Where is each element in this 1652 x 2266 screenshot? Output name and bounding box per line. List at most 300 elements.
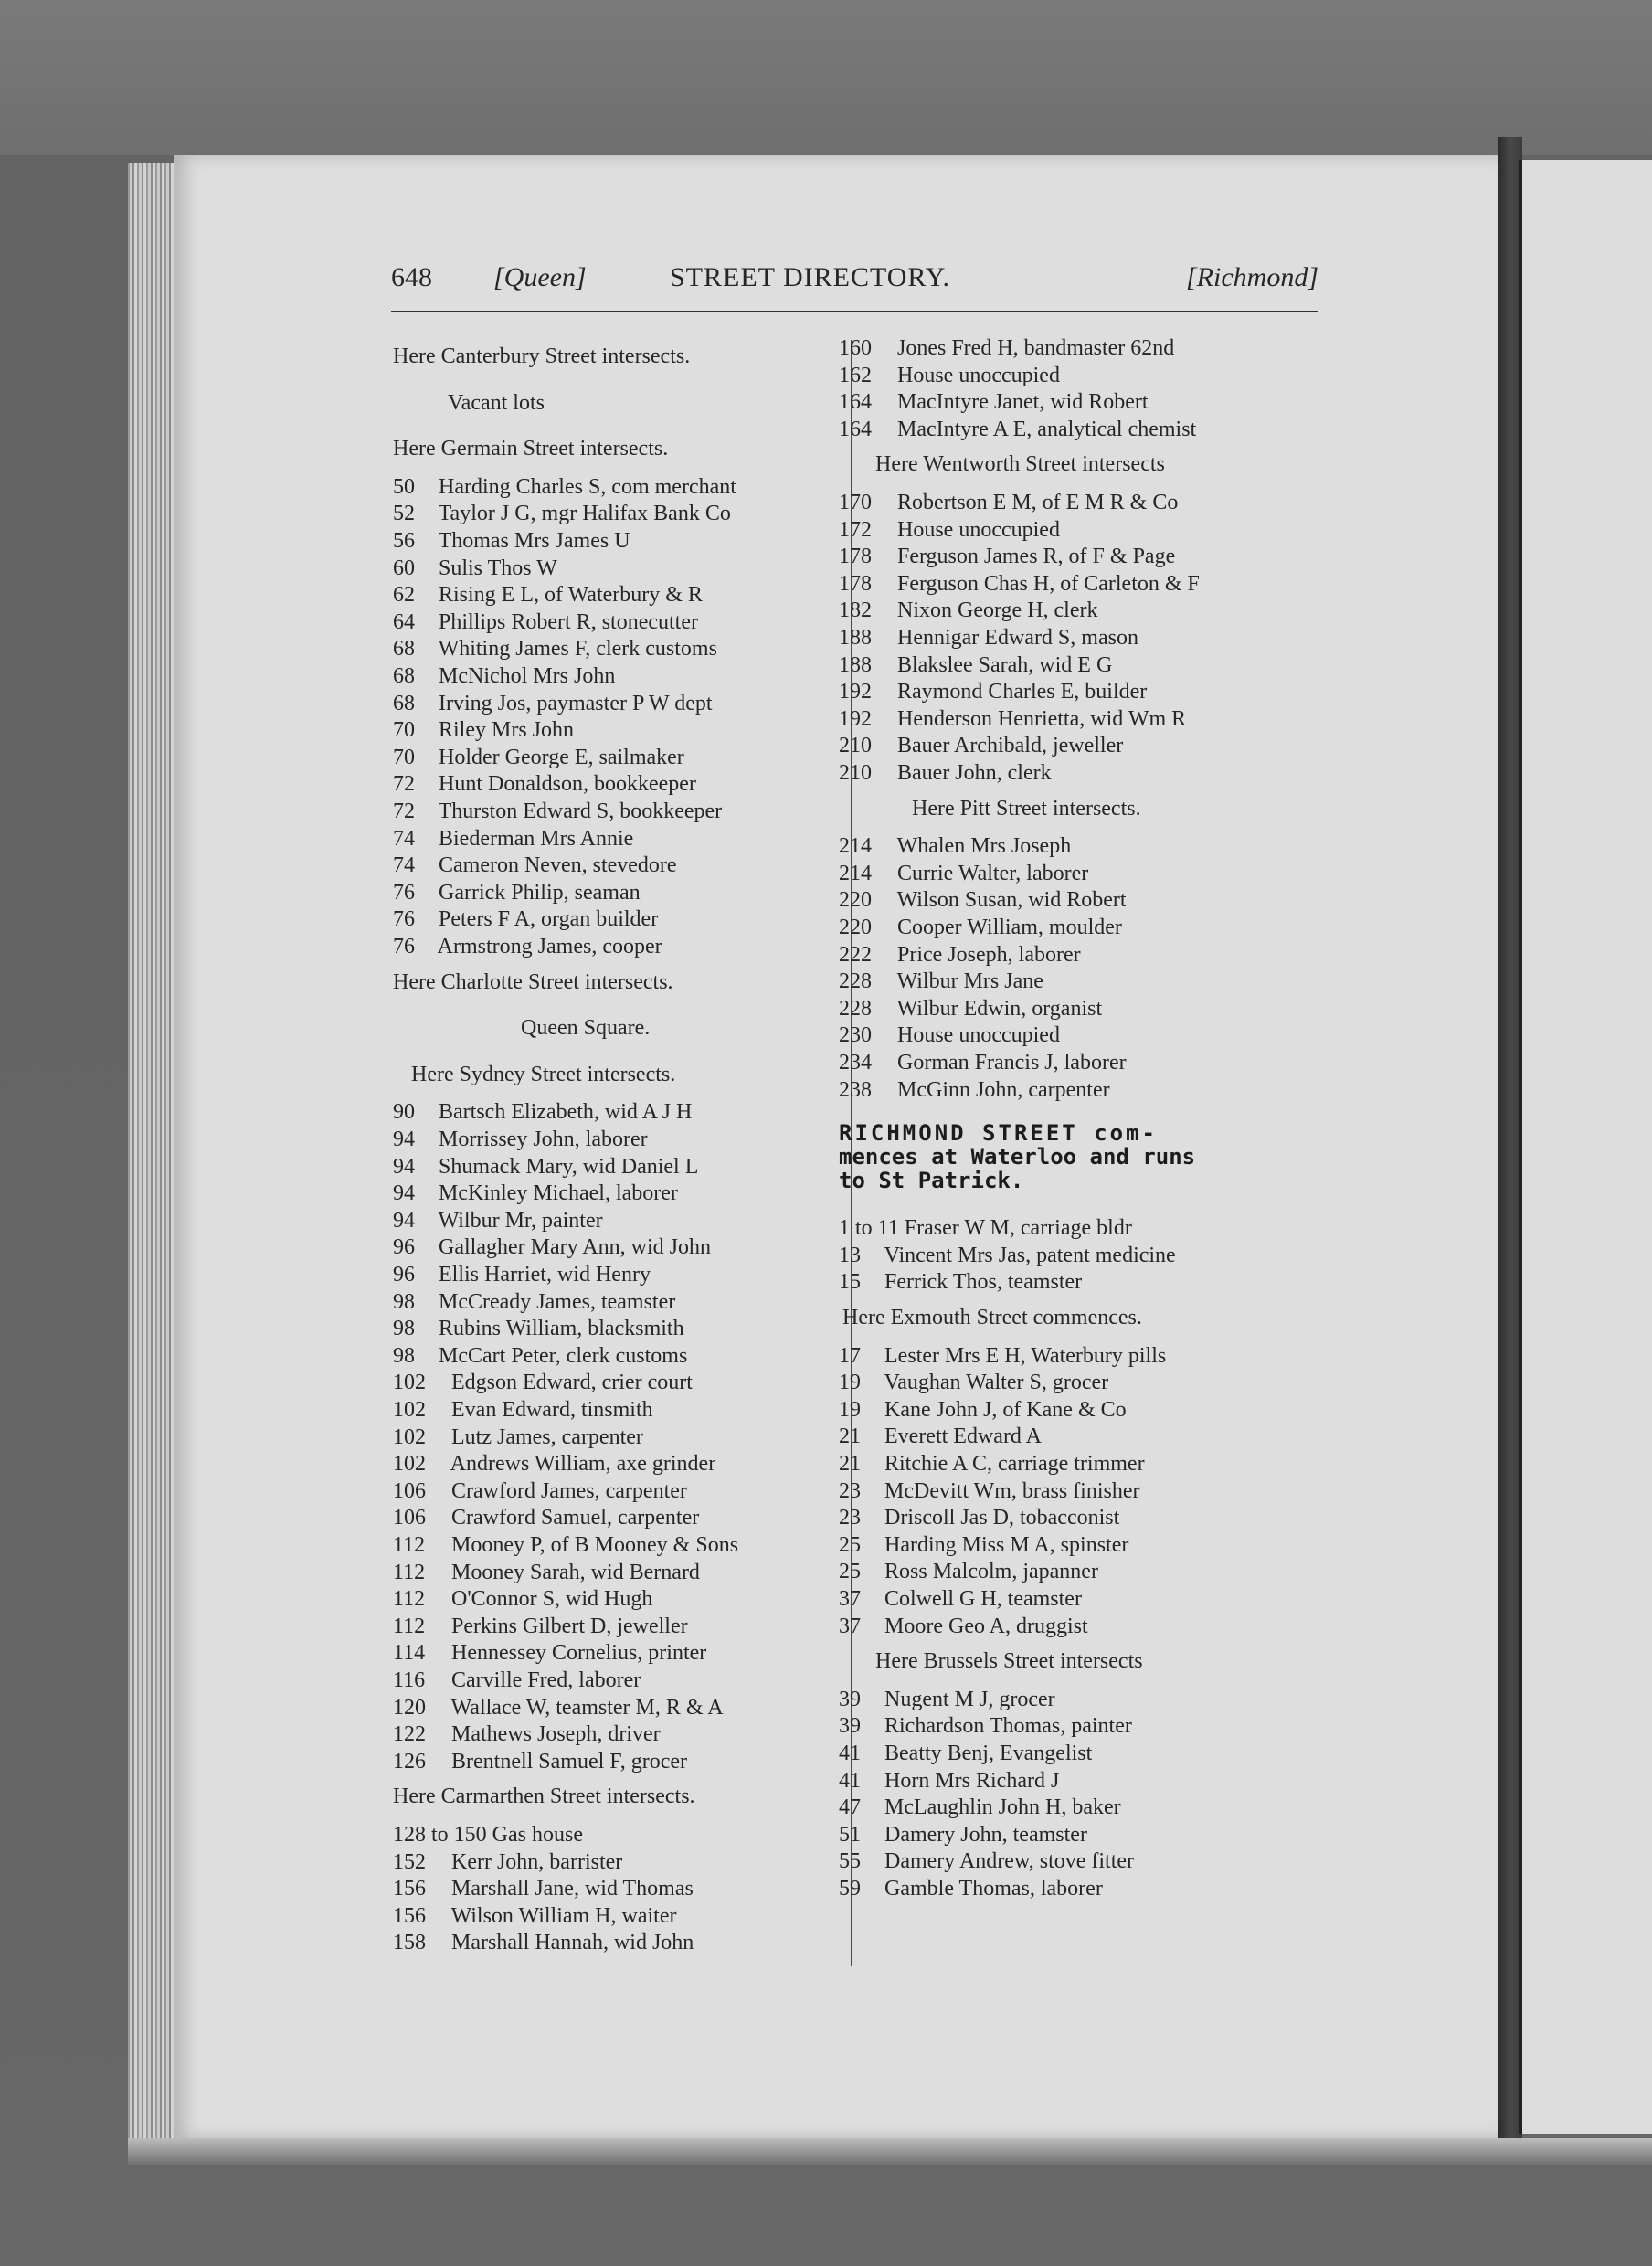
house-number: 25 <box>839 1560 861 1584</box>
house-number: 222 <box>839 942 872 967</box>
directory-entry <box>393 581 703 609</box>
house-number: 210 <box>839 734 872 758</box>
resident-text: Gorman Francis J, laborer <box>892 1051 1127 1075</box>
house-number: 228 <box>839 996 872 1021</box>
directory-entry <box>839 1504 1119 1531</box>
street-intersection-heading: Here Germain Street intersects. <box>393 437 669 461</box>
directory-entry <box>393 933 662 960</box>
resident-text: Nugent M J, grocer <box>879 1687 1055 1711</box>
house-number: 62 <box>393 583 415 608</box>
resident-text: Wilbur Mrs Jane <box>892 969 1043 994</box>
resident-text: Henderson Henrietta, wid Wm R <box>892 706 1187 731</box>
house-number: 156 <box>393 1877 426 1901</box>
directory-entry <box>393 500 731 527</box>
house-number: 21 <box>839 1424 861 1449</box>
house-number: 94 <box>393 1181 415 1206</box>
house-number: 98 <box>393 1289 415 1314</box>
directory-entry <box>839 1712 1132 1740</box>
resident-text: McGinn John, carpenter <box>892 1077 1110 1102</box>
resident-text: Crawford Samuel, carpenter <box>446 1506 700 1530</box>
directory-entry <box>839 1613 1088 1640</box>
directory-entry <box>839 1268 1082 1296</box>
resident-text: Nixon George H, clerk <box>892 598 1098 623</box>
resident-text: Evan Edward, tinsmith <box>446 1398 653 1422</box>
directory-entry <box>839 1242 1176 1269</box>
resident-text: House unoccupied <box>892 1023 1060 1048</box>
house-number: 50 <box>393 474 415 499</box>
resident-text: Ferrick Thos, teamster <box>879 1270 1083 1295</box>
resident-text: Colwell G H, teamster <box>879 1587 1082 1611</box>
house-number: 94 <box>393 1154 415 1179</box>
resident-text: McCready James, teamster <box>433 1289 676 1314</box>
resident-text: Edgson Edward, crier court <box>446 1371 693 1395</box>
resident-text: Fraser W M, carriage bldr <box>898 1216 1132 1241</box>
resident-text: Vaughan Walter S, grocer <box>879 1371 1109 1395</box>
directory-entry <box>393 1694 724 1721</box>
resident-text: Thurston Edward S, bookkeeper <box>433 799 723 823</box>
resident-text: Lester Mrs E H, Waterbury pills <box>879 1343 1167 1368</box>
house-number: 15 <box>839 1270 861 1295</box>
directory-entry <box>839 1076 1110 1104</box>
directory-entry <box>393 825 633 852</box>
directory-entry <box>393 770 696 798</box>
directory-entry <box>839 705 1186 733</box>
resident-text: Wilbur Edwin, organist <box>892 996 1103 1021</box>
directory-entry <box>839 1396 1127 1424</box>
house-number: 60 <box>393 556 415 580</box>
house-number: 162 <box>839 363 872 387</box>
directory-entry <box>393 635 717 662</box>
directory-entry <box>393 527 630 555</box>
page-header <box>391 262 1318 304</box>
house-number: 94 <box>393 1208 415 1233</box>
book-bottom-edge <box>128 2138 1652 2165</box>
directory-entry <box>393 744 684 771</box>
house-number: 170 <box>839 491 872 514</box>
directory-entry <box>393 1424 643 1451</box>
house-number: 23 <box>839 1506 861 1530</box>
directory-entry <box>393 1153 698 1181</box>
directory-entry <box>839 570 1200 598</box>
directory-entry <box>839 678 1147 705</box>
resident-text: Marshall Hannah, wid John <box>446 1931 694 1955</box>
directory-entry <box>839 732 1123 759</box>
house-number: 39 <box>839 1687 861 1711</box>
directory-entry <box>393 1450 715 1477</box>
house-number: 112 <box>393 1560 426 1584</box>
resident-text: Carville Fred, laborer <box>446 1668 641 1692</box>
house-number: 21 <box>839 1452 861 1476</box>
resident-text: Mooney P, of B Mooney & Sons <box>446 1533 739 1557</box>
directory-entry <box>839 832 1071 860</box>
house-number: 178 <box>839 545 872 569</box>
header-right-street: [Richmond] <box>1186 262 1318 292</box>
resident-text: Gamble Thomas, laborer <box>879 1877 1103 1901</box>
resident-text: Beatty Benj, Evangelist <box>879 1742 1093 1765</box>
resident-text: Peters F A, organ builder <box>433 907 659 932</box>
resident-text: Shumack Mary, wid Daniel L <box>433 1154 699 1179</box>
directory-entry <box>839 416 1196 443</box>
resident-text: Holder George E, sailmaker <box>433 745 684 769</box>
resident-text: Brentnell Samuel F, grocer <box>446 1749 688 1774</box>
house-number: 64 <box>393 609 415 634</box>
resident-text: McLaughlin John H, baker <box>879 1795 1121 1820</box>
resident-text: Jones Fred H, bandmaster 62nd <box>892 336 1175 360</box>
directory-entry <box>839 1848 1134 1875</box>
directory-entry <box>393 1902 676 1930</box>
directory-entry <box>393 1821 583 1848</box>
house-number: 122 <box>393 1722 426 1747</box>
directory-entry <box>393 1559 700 1586</box>
resident-text: Blakslee Sarah, wid E G <box>892 652 1113 677</box>
house-number: 106 <box>393 1506 426 1530</box>
resident-text: Mooney Sarah, wid Bernard <box>446 1560 700 1584</box>
page-title: STREET DIRECTORY. <box>670 262 951 292</box>
house-number: 56 <box>393 529 415 553</box>
resident-text: Perkins Gilbert D, jeweller <box>446 1614 688 1638</box>
resident-text: Ritchie A C, carriage trimmer <box>879 1452 1145 1476</box>
resident-text: Vincent Mrs Jas, patent medicine <box>879 1243 1176 1267</box>
house-number: 188 <box>839 626 872 650</box>
resident-text: Bauer Archibald, jeweller <box>892 734 1124 758</box>
directory-entry <box>839 1821 1087 1848</box>
house-number: 98 <box>393 1343 415 1368</box>
directory-entry <box>839 860 1088 887</box>
resident-text: Driscoll Jas D, tobacconist <box>879 1506 1120 1530</box>
resident-text: Mathews Joseph, driver <box>446 1722 661 1747</box>
directory-entry <box>393 1288 675 1316</box>
directory-entry <box>839 1423 1042 1450</box>
directory-entry <box>839 334 1174 362</box>
directory-entry <box>839 1477 1140 1505</box>
house-number: 126 <box>393 1749 426 1774</box>
resident-text: Irving Jos, paymaster P W dept <box>433 691 713 715</box>
house-number: 164 <box>839 390 872 415</box>
house-number: 68 <box>393 691 415 715</box>
resident-text: Harding Charles S, com merchant <box>433 474 736 499</box>
resident-text: Ellis Harriet, wid Henry <box>433 1263 651 1287</box>
resident-text: House unoccupied <box>892 363 1060 387</box>
street-heading-line: to St Patrick. <box>839 1168 1024 1194</box>
directory-entry <box>393 1207 603 1234</box>
house-number: 41 <box>839 1768 861 1793</box>
house-number: 182 <box>839 598 872 623</box>
street-commences-heading <box>839 1121 1314 1192</box>
directory-entry <box>393 1613 688 1640</box>
house-number: 13 <box>839 1243 861 1267</box>
directory-entry <box>393 1721 661 1748</box>
house-number: 74 <box>393 826 415 851</box>
resident-text: MacIntyre Janet, wid Robert <box>892 390 1149 415</box>
directory-entry <box>839 1686 1055 1713</box>
house-number: 68 <box>393 637 415 662</box>
directory-entry <box>393 1261 651 1288</box>
resident-text: Robertson E M, of E M R & Co <box>892 491 1179 514</box>
street-intersection-heading: Here Canterbury Street intersects. <box>393 344 691 368</box>
directory-entry <box>393 473 736 501</box>
house-number: 98 <box>393 1317 415 1341</box>
resident-text: Kerr John, barrister <box>446 1849 623 1874</box>
resident-text: Bauer John, clerk <box>892 761 1052 785</box>
directory-entry <box>393 1396 653 1424</box>
resident-text: Hennessey Cornelius, printer <box>446 1641 707 1666</box>
directory-entry <box>393 716 574 744</box>
directory-entry <box>393 1667 641 1694</box>
street-intersection-heading: Here Exmouth Street commences. <box>842 1306 1142 1329</box>
resident-text: Richardson Thomas, painter <box>879 1714 1132 1739</box>
resident-text: Whiting James F, clerk customs <box>433 637 717 662</box>
resident-text: Ferguson James R, of F & Page <box>892 545 1176 569</box>
directory-entry <box>839 1214 1132 1242</box>
directory-entry <box>393 1848 622 1876</box>
house-number: 72 <box>393 772 415 797</box>
directory-entry <box>839 1022 1060 1049</box>
directory-entry <box>393 1585 652 1613</box>
house-number: 51 <box>839 1822 861 1847</box>
resident-text: Garrick Philip, seaman <box>433 880 641 905</box>
resident-text: Gas house <box>486 1823 583 1847</box>
house-number: 116 <box>393 1668 426 1692</box>
resident-text: McNichol Mrs John <box>433 664 616 688</box>
house-number: 23 <box>839 1478 861 1503</box>
house-number: 102 <box>393 1371 426 1395</box>
street-intersection-heading: Here Charlotte Street intersects. <box>393 969 673 994</box>
directory-entry <box>839 1740 1092 1767</box>
house-number: 37 <box>839 1614 861 1638</box>
resident-text: Kane John J, of Kane & Co <box>879 1397 1127 1422</box>
directory-entry <box>393 1504 699 1531</box>
house-number: 17 <box>839 1343 861 1368</box>
house-number: 210 <box>839 761 872 785</box>
directory-entry <box>839 941 1081 969</box>
directory-entry <box>839 1369 1108 1396</box>
resident-text: Phillips Robert R, stonecutter <box>433 609 698 634</box>
resident-text: Everett Edward A <box>879 1424 1042 1449</box>
house-number: 128 to 150 <box>393 1823 487 1847</box>
directory-entry <box>839 1450 1145 1477</box>
street-intersection-heading: Here Carmarthen Street intersects. <box>393 1784 695 1809</box>
street-intersection-heading: Here Pitt Street intersects. <box>912 796 1141 821</box>
header-left-street: [Queen] <box>493 262 587 292</box>
resident-text: Taylor J G, mgr Halifax Bank Co <box>433 502 731 526</box>
directory-entry <box>839 968 1043 995</box>
house-number: 96 <box>393 1263 415 1287</box>
house-number: 188 <box>839 652 872 677</box>
directory-entry <box>839 759 1052 787</box>
resident-text: Horn Mrs Richard J <box>879 1768 1060 1793</box>
house-number: 114 <box>393 1641 426 1666</box>
resident-text: Whalen Mrs Joseph <box>892 834 1072 859</box>
house-number: 41 <box>839 1742 861 1765</box>
house-number: 172 <box>839 517 872 542</box>
directory-entry <box>393 1180 678 1207</box>
house-number: 70 <box>393 745 415 769</box>
directory-entry <box>839 1531 1128 1559</box>
house-number: 70 <box>393 718 415 743</box>
resident-text: Raymond Charles E, builder <box>892 680 1148 704</box>
resident-text: Riley Mrs John <box>433 718 575 743</box>
house-number: 102 <box>393 1398 426 1422</box>
directory-entry <box>393 1748 687 1775</box>
directory-entry <box>393 852 677 879</box>
directory-entry <box>393 555 557 582</box>
street-heading-line: mences at Waterloo and runs <box>839 1144 1196 1170</box>
resident-text: Thomas Mrs James U <box>433 529 630 553</box>
directory-entry <box>393 1315 684 1342</box>
resident-text: Cameron Neven, stevedore <box>433 853 677 878</box>
resident-text: Moore Geo A, druggist <box>879 1614 1088 1638</box>
directory-entry <box>393 1531 738 1559</box>
resident-text: MacIntyre A E, analytical chemist <box>892 417 1197 441</box>
directory-entry <box>393 798 722 825</box>
house-number: 112 <box>393 1587 426 1612</box>
street-intersection-heading: Vacant lots <box>448 390 545 415</box>
directory-entry <box>393 609 698 636</box>
directory-entry <box>393 905 658 933</box>
house-number: 106 <box>393 1478 426 1503</box>
house-number: 214 <box>839 861 872 885</box>
resident-text: Harding Miss M A, spinster <box>879 1532 1129 1557</box>
house-number: 68 <box>393 664 415 688</box>
house-number: 158 <box>393 1931 426 1955</box>
resident-text: Damery Andrew, stove fitter <box>879 1849 1135 1874</box>
directory-entry <box>393 1875 694 1902</box>
resident-text: Morrissey John, laborer <box>433 1128 648 1151</box>
house-number: 94 <box>393 1128 415 1151</box>
directory-entry <box>839 516 1060 544</box>
directory-entry <box>839 1342 1166 1370</box>
house-number: 96 <box>393 1235 415 1260</box>
directory-entry <box>839 651 1112 679</box>
house-number: 1 to 11 <box>839 1216 899 1241</box>
resident-text: Rubins William, blacksmith <box>433 1317 684 1341</box>
house-number: 152 <box>393 1849 426 1874</box>
resident-text: Lutz James, carpenter <box>446 1424 643 1449</box>
resident-text: Rising E L, of Waterbury & R <box>433 583 703 608</box>
resident-text: Sulis Thos W <box>433 556 557 580</box>
house-number: 192 <box>839 706 872 731</box>
street-intersection-heading: Here Brussels Street intersects <box>875 1649 1143 1674</box>
house-number: 37 <box>839 1587 861 1611</box>
house-number: 90 <box>393 1100 415 1125</box>
house-number: 47 <box>839 1795 861 1820</box>
directory-entry <box>393 662 615 690</box>
house-number: 178 <box>839 571 872 596</box>
directory-entry <box>839 914 1122 941</box>
resident-text: McCart Peter, clerk customs <box>433 1343 688 1368</box>
directory-entry <box>393 1098 692 1126</box>
house-number: 76 <box>393 880 415 905</box>
house-number: 112 <box>393 1614 426 1638</box>
house-number: 214 <box>839 834 872 859</box>
resident-text: Currie Walter, laborer <box>892 861 1089 885</box>
header-rule <box>391 311 1318 312</box>
directory-entry <box>839 489 1178 516</box>
street-intersection-heading: Queen Square. <box>521 1016 651 1041</box>
directory-entry <box>839 1794 1121 1821</box>
directory-entry <box>839 995 1102 1022</box>
house-number: 72 <box>393 799 415 823</box>
directory-entry <box>393 1639 706 1667</box>
directory-entry <box>839 388 1149 416</box>
house-number: 112 <box>393 1533 426 1557</box>
directory-entry <box>839 624 1138 651</box>
resident-text: Ferguson Chas H, of Carleton & F <box>892 571 1200 596</box>
house-number: 19 <box>839 1397 861 1422</box>
house-number: 234 <box>839 1051 872 1075</box>
resident-text: House unoccupied <box>892 517 1060 542</box>
resident-text: Price Joseph, laborer <box>892 942 1081 967</box>
directory-entry <box>839 1875 1103 1902</box>
directory-entry <box>393 879 641 906</box>
directory-entry <box>393 1342 687 1370</box>
resident-text: Cooper William, moulder <box>892 916 1122 939</box>
resident-text: Gallagher Mary Ann, wid John <box>433 1235 711 1260</box>
directory-entry <box>839 597 1098 624</box>
resident-text: Wilson Susan, wid Robert <box>892 888 1127 913</box>
house-number: 52 <box>393 502 415 526</box>
resident-text: Wallace W, teamster M, R & A <box>446 1695 724 1720</box>
resident-text: McKinley Michael, laborer <box>433 1181 678 1206</box>
street-intersection-heading: Here Wentworth Street intersects <box>875 452 1165 477</box>
directory-entry <box>393 1369 693 1396</box>
directory-entry <box>839 543 1175 570</box>
house-number: 59 <box>839 1877 861 1901</box>
directory-entry <box>393 690 713 717</box>
resident-text: Wilbur Mr, painter <box>433 1208 603 1233</box>
house-number: 238 <box>839 1077 872 1102</box>
house-number: 160 <box>839 336 872 360</box>
directory-entry <box>393 1234 711 1261</box>
resident-text: Wilson William H, waiter <box>446 1903 677 1928</box>
house-number: 102 <box>393 1452 426 1477</box>
house-number: 192 <box>839 680 872 704</box>
directory-entry <box>839 1767 1059 1795</box>
resident-text: Andrews William, axe grinder <box>446 1452 716 1477</box>
house-number: 19 <box>839 1371 861 1395</box>
house-number: 25 <box>839 1532 861 1557</box>
resident-text: Marshall Jane, wid Thomas <box>446 1877 694 1901</box>
resident-text: Ross Malcolm, japanner <box>879 1560 1098 1584</box>
directory-entry <box>393 1929 694 1956</box>
house-number: 228 <box>839 969 872 994</box>
house-number: 39 <box>839 1714 861 1739</box>
resident-text: Biederman Mrs Annie <box>433 826 634 851</box>
house-number: 120 <box>393 1695 426 1720</box>
house-number: 220 <box>839 888 872 913</box>
resident-text: McDevitt Wm, brass finisher <box>879 1478 1140 1503</box>
house-number: 76 <box>393 935 415 958</box>
directory-entry <box>839 1558 1098 1585</box>
house-number: 55 <box>839 1849 861 1874</box>
resident-text: Damery John, teamster <box>879 1822 1087 1847</box>
directory-entry <box>393 1477 687 1505</box>
resident-text: Armstrong James, cooper <box>433 935 662 958</box>
resident-text: Hennigar Edward S, mason <box>892 626 1138 650</box>
directory-entry <box>839 886 1127 914</box>
house-number: 164 <box>839 417 872 441</box>
house-number: 76 <box>393 907 415 932</box>
resident-text: Bartsch Elizabeth, wid A J H <box>433 1100 693 1125</box>
street-intersection-heading: Here Sydney Street intersects. <box>411 1062 676 1086</box>
directory-entry <box>839 362 1060 389</box>
directory-entry <box>393 1126 648 1153</box>
house-number: 74 <box>393 853 415 878</box>
house-number: 230 <box>839 1023 872 1048</box>
page-number: 648 <box>391 262 432 292</box>
street-heading-line: RICHMOND STREET com- <box>839 1120 1158 1147</box>
house-number: 156 <box>393 1903 426 1928</box>
